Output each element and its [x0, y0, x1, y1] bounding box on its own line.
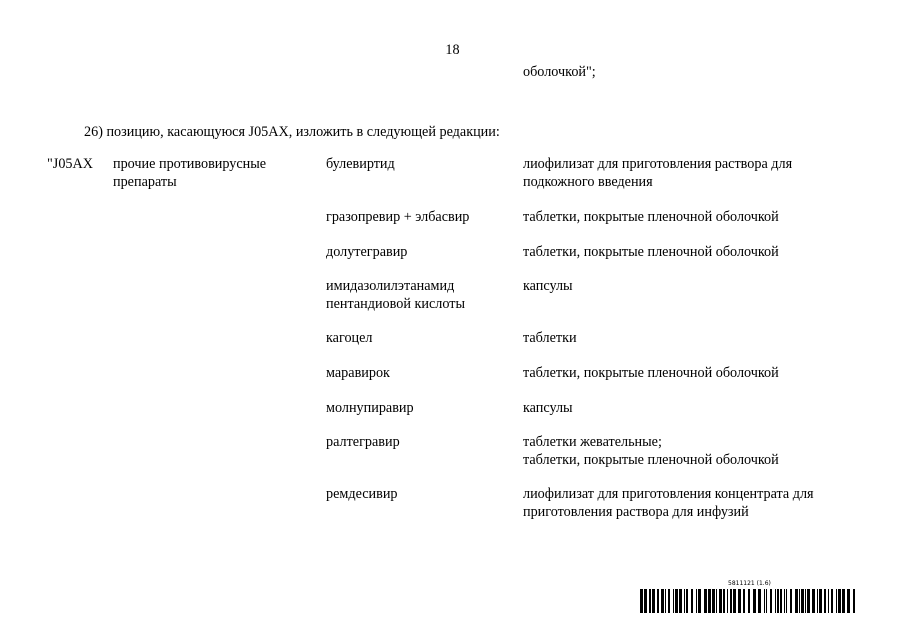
continuation-text: оболочкой";: [523, 64, 596, 80]
drug-name: гразопревир + элбасвир: [326, 209, 470, 225]
dosage-form: таблетки, покрытые пленочной оболочкой: [523, 244, 779, 260]
drug-name: булевиртид: [326, 156, 395, 172]
barcode: [640, 589, 856, 613]
drug-name: ралтегравир: [326, 434, 400, 450]
dosage-form: таблетки жевательные; таблетки, покрытые пленочной оболочкой: [523, 434, 779, 468]
barcode-bar: [853, 589, 855, 613]
drug-name: молнупиравир: [326, 400, 414, 416]
dosage-form: лиофилизат для приготовления концентрата для приготовления раствора для инфузий: [523, 486, 814, 520]
dosage-form: таблетки, покрытые пленочной оболочкой: [523, 365, 779, 381]
dosage-form: капсулы: [523, 278, 573, 294]
page-number: 18: [445, 42, 460, 58]
dosage-form: таблетки, покрытые пленочной оболочкой: [523, 209, 779, 225]
drug-name: маравирок: [326, 365, 390, 381]
dosage-form: лиофилизат для приготовления раствора для подкожного введения: [523, 156, 793, 190]
drug-name: имидазолилэтанамид пентандиовой кислоты: [326, 278, 465, 312]
instruction-text: 26) позицию, касающуюся J05AX, изложить в следующей редакции:: [84, 124, 500, 140]
drug-name: кагоцел: [326, 330, 373, 346]
dosage-form: капсулы: [523, 400, 573, 416]
dosage-form: таблетки: [523, 330, 577, 346]
drug-name: долутегравир: [326, 244, 408, 260]
atc-group-name: прочие противовирусные препараты: [113, 156, 267, 190]
barcode-number: 5811121 (1.6): [728, 580, 771, 587]
drug-name: ремдесивир: [326, 486, 398, 502]
atc-code: "J05AX: [47, 156, 93, 172]
